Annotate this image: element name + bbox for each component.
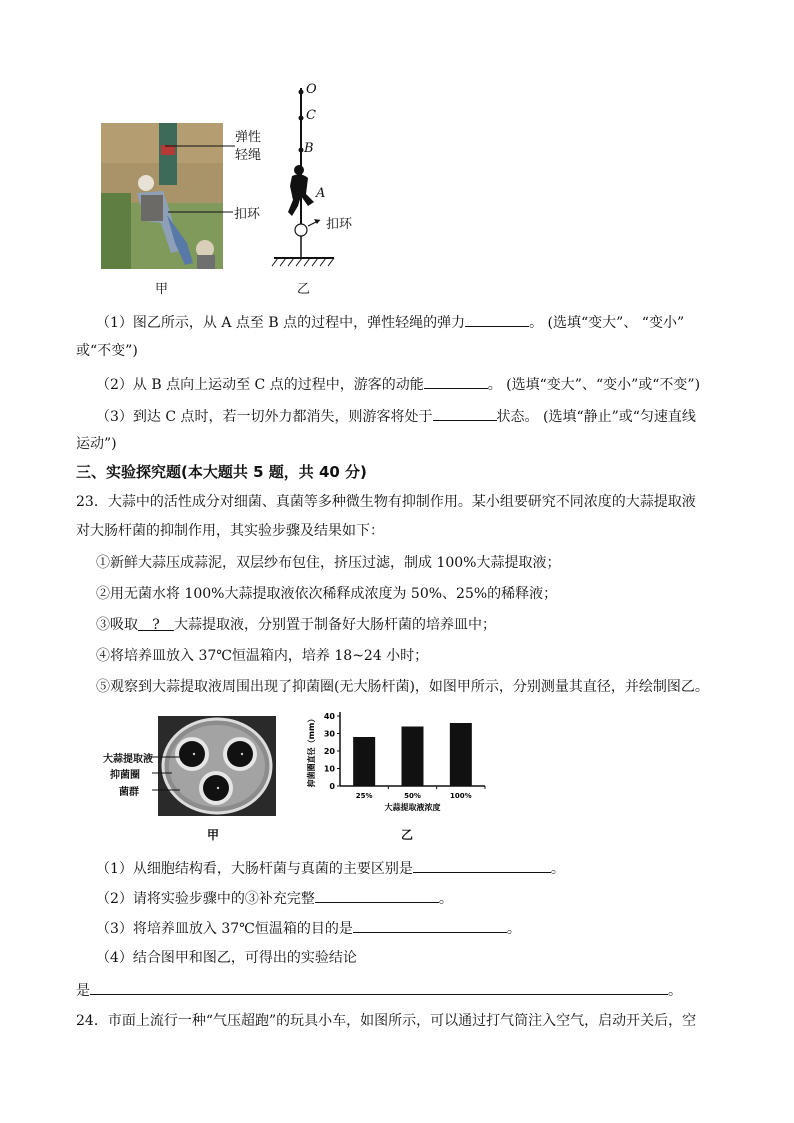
point-a-label: A bbox=[316, 186, 326, 201]
q23-sub2: （2）请将实验步骤中的③补充完整 。 bbox=[96, 887, 453, 909]
point-c-label: C bbox=[306, 108, 316, 123]
q23-blank-1[interactable] bbox=[413, 857, 551, 873]
q23-step3-blank[interactable]: ? bbox=[138, 615, 174, 631]
q23-step-4: ④将培养皿放入 37℃恒温箱内，培养 18~24 小时； bbox=[96, 648, 429, 664]
x-tick-label: 100% bbox=[450, 792, 472, 800]
q22-blank-3[interactable] bbox=[433, 405, 497, 421]
photo-callout-lines bbox=[150, 140, 240, 220]
q22-part3-line2: 运动”) bbox=[76, 436, 117, 452]
q24-intro: 24．市面上流行一种“气压超跑”的玩具小车，如图所示，可以通过打气筒注入空气，启动开关后，空 bbox=[76, 1013, 697, 1029]
y-tick-label: 10 bbox=[323, 764, 335, 774]
buckle-circle bbox=[295, 224, 307, 236]
q22-part2: （2）从 B 点向上运动至 C 点的过程中，游客的动能 。 (选填“变大”、“变小”或“不变”) bbox=[96, 373, 700, 395]
q23-sub3: （3）将培养皿放入 37℃恒温箱的目的是 。 bbox=[96, 917, 521, 939]
q22-blank-2[interactable] bbox=[424, 373, 488, 389]
caption-jia-2: 甲 bbox=[207, 828, 220, 842]
bar-25pct bbox=[353, 737, 375, 786]
bungee-diagram bbox=[268, 82, 368, 272]
y-axis-title: 抑菌圈直径（mm） bbox=[307, 714, 316, 788]
q22-part1-line1: （1）图乙所示，从 A 点至 B 点的过程中，弹性轻绳的弹力 。 (选填“变大”、 “变小” bbox=[96, 311, 684, 333]
dish-label-pointers bbox=[150, 750, 190, 795]
q23-step-2: ②用无菌水将 100%大蒜提取液依次稀释成浓度为 50%、25%的稀释液； bbox=[96, 586, 558, 602]
caption-jia-1: 甲 bbox=[155, 282, 169, 297]
q23-blank-2[interactable] bbox=[315, 887, 439, 903]
q23-step-5: ⑤观察到大蒜提取液周围出现了抑菌圈(无大肠杆菌)，如图甲所示，分别测量其直径，并绘制图乙。 bbox=[96, 679, 709, 695]
x-axis-title: 大蒜提取液浓度 bbox=[384, 803, 441, 812]
point-b-label: B bbox=[304, 141, 314, 156]
q23-blank-4[interactable] bbox=[90, 979, 668, 995]
y-tick-label: 30 bbox=[323, 729, 335, 739]
q23-step-3: ③吸取 ? 大蒜提取液，分别置于制备好大肠杆菌的培养皿中； bbox=[96, 617, 496, 633]
q23-step-1: ①新鲜大蒜压成蒜泥，双层纱布包住，挤压过滤，制成 100%大蒜提取液； bbox=[96, 555, 561, 571]
caption-yi-1: 乙 bbox=[297, 282, 311, 297]
x-tick-label: 25% bbox=[355, 792, 373, 800]
inhibition-bar-chart bbox=[302, 706, 492, 826]
point-o-dot bbox=[299, 90, 304, 95]
y-tick-label: 40 bbox=[323, 712, 335, 721]
q23-sub4-answer: 是 。 bbox=[76, 979, 682, 1001]
section3-title: 三、实验探究题(本大题共 5 题，共 40 分) bbox=[76, 463, 367, 481]
y-ticks-group bbox=[324, 712, 340, 791]
q22-part3-line1: （3）到达 C 点时，若一切外力都消失，则游客将处于 状态。 (选填“静止”或“匀速直线 bbox=[96, 405, 696, 427]
y-tick-label: 0 bbox=[329, 782, 335, 791]
ground-hatch bbox=[272, 258, 334, 266]
dish-label-zone: 抑菌圈 bbox=[110, 770, 140, 781]
x-tick-label: 50% bbox=[404, 792, 421, 800]
bars-group bbox=[353, 723, 472, 786]
q22-blank-1[interactable] bbox=[465, 311, 529, 327]
bar-100pct bbox=[450, 723, 472, 786]
label-elastic-rope: 弹性 轻绳 bbox=[235, 130, 262, 163]
label-buckle: 扣环 bbox=[234, 207, 261, 222]
y-axis-title-group bbox=[306, 715, 316, 788]
bar-50pct bbox=[402, 727, 424, 787]
q22-part1-line2: 或“不变”) bbox=[76, 343, 138, 359]
q23-sub1: （1）从细胞结构看，大肠杆菌与真菌的主要区别是 。 bbox=[96, 857, 565, 879]
y-tick-label: 20 bbox=[323, 747, 335, 756]
q23-sub4: （4）结合图甲和图乙，可得出的实验结论 bbox=[96, 950, 357, 966]
dish-label-extract: 大蒜提取液 bbox=[103, 754, 153, 765]
point-c-dot bbox=[299, 116, 304, 121]
q23-blank-3[interactable] bbox=[353, 917, 507, 933]
q23-intro-1: 23．大蒜中的活性成分对细菌、真菌等多种微生物有抑制作用。某小组要研究不同浓度的大蒜提取液 bbox=[76, 494, 696, 510]
q23-intro-2: 对大肠杆菌的抑制作用，其实验步骤及结果如下： bbox=[76, 523, 384, 539]
label-buckle-right: 扣环 bbox=[326, 217, 353, 232]
point-o-label: O bbox=[306, 82, 317, 97]
caption-yi-2: 乙 bbox=[401, 828, 414, 842]
dish-label-colony: 菌群 bbox=[119, 787, 139, 798]
x-tick-labels-group bbox=[356, 786, 485, 800]
point-b-dot bbox=[299, 148, 304, 153]
